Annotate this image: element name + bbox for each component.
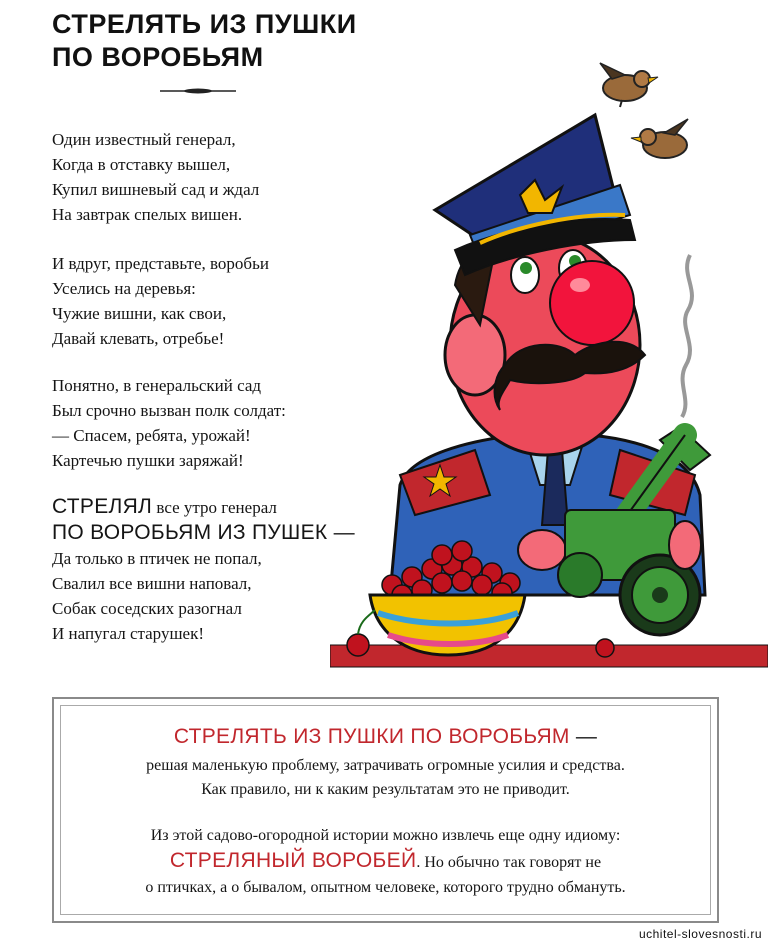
definition-heading xyxy=(54,725,717,749)
idiom-term-2: СТРЕЛЯНЫЙ ВОРОБЕЙ xyxy=(169,849,417,872)
poem-line: На завтрак спелых вишен. xyxy=(52,205,243,224)
definition-line: Из этой садово-огородной истории можно извлечь еще одну идиому: xyxy=(150,827,621,844)
definition-box xyxy=(52,697,719,923)
emphasis-text: ПО ВОРОБЬЯМ ИЗ ПУШЕК — xyxy=(52,521,355,544)
stanza-2 xyxy=(52,251,269,351)
poem-line: Один известный генерал, xyxy=(52,130,236,149)
watermark: uchitel-slovesnosti.ru xyxy=(638,927,762,941)
stanza-1 xyxy=(52,127,259,227)
poem-line: И вдруг, представьте, воробьи xyxy=(52,254,269,273)
emphasis-text: СТРЕЛЯЛ xyxy=(52,495,153,518)
poem-line: Картечью пушки заряжай! xyxy=(52,451,244,470)
stanza-3 xyxy=(52,373,286,473)
definition-line xyxy=(54,849,717,873)
poem-line: Собак соседских разогнал xyxy=(52,599,242,618)
poem-line xyxy=(52,520,355,546)
poem-line-rest: все утро генерал xyxy=(152,498,277,517)
poem-line: Свалил все вишни наповал, xyxy=(52,574,252,593)
poem-line: Да только в птичек не попал, xyxy=(52,549,262,568)
definition-line: решая маленькую проблему, затрачивать огромные усилия и средства. xyxy=(146,757,625,774)
poem-line: Чужие вишни, как свои, xyxy=(52,304,227,323)
general-illustration xyxy=(330,55,768,675)
poem-line: — Спасем, ребята, урожай! xyxy=(52,426,251,445)
ornament-divider xyxy=(158,86,238,96)
sparrow-icon xyxy=(631,119,688,158)
idiom-term: СТРЕЛЯТЬ ИЗ ПУШКИ ПО ВОРОБЬЯМ xyxy=(173,725,570,748)
definition-line-rest: . Но обычно так говорят не xyxy=(416,854,602,871)
idiom-dash: — xyxy=(569,725,598,748)
poem-line: Понятно, в генеральский сад xyxy=(52,376,262,395)
poem-line: Когда в отставку вышел, xyxy=(52,155,231,174)
stanza-4 xyxy=(52,494,355,646)
title-line-2: ПО ВОРОБЬЯМ xyxy=(52,42,264,72)
poem-line: Был срочно вызван полк солдат: xyxy=(52,401,286,420)
definition-line: о птичках, а о бывалом, опытном человеке, которого трудно обмануть. xyxy=(145,879,626,896)
poem-line: Уселись на деревья: xyxy=(52,279,196,298)
poem-line: Давай клевать, отребье! xyxy=(52,329,225,348)
title-line-1: СТРЕЛЯТЬ ИЗ ПУШКИ xyxy=(52,9,357,39)
sparrow-icon xyxy=(600,63,658,107)
poem-line: И напугал старушек! xyxy=(52,624,205,643)
definition-line: Как правило, ни к каким результатам это не приводит. xyxy=(201,781,570,798)
poem-line xyxy=(52,494,355,520)
poem-line: Купил вишневый сад и ждал xyxy=(52,180,260,199)
